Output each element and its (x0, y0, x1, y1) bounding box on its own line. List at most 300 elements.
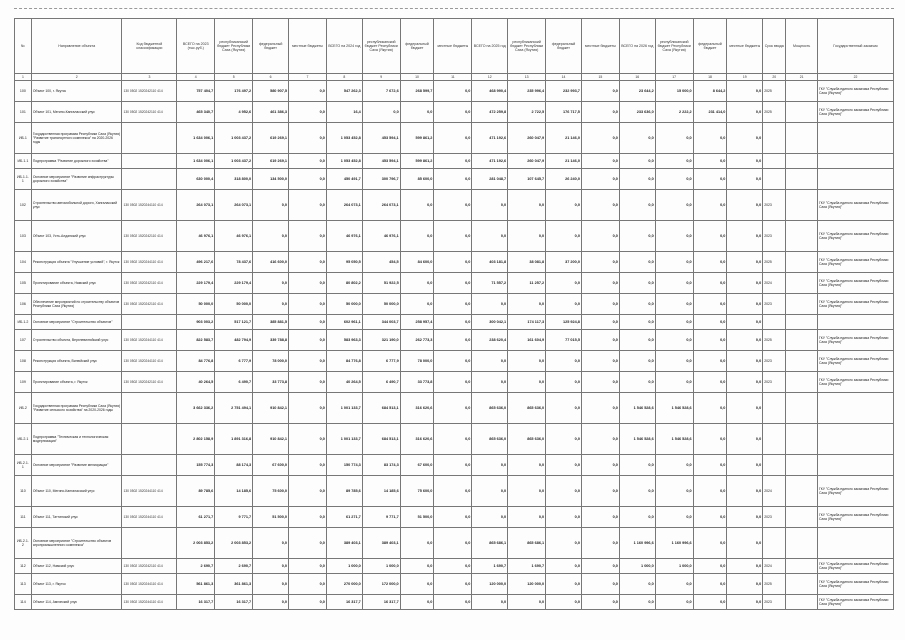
table-cell: 2023 (763, 507, 786, 528)
table-cell: 0,0 (288, 294, 326, 315)
table-cell: 258 957,4 (400, 315, 434, 330)
table-cell: 602 961,1 (326, 315, 362, 330)
table-cell: 2 003 853,2 (215, 528, 253, 559)
table-cell: 0,0 (546, 294, 582, 315)
table-cell: 0,0 (693, 190, 727, 221)
table-cell (786, 574, 818, 595)
table-cell: 0,0 (581, 528, 619, 559)
table-cell: 0,0 (508, 351, 546, 372)
table-cell: 580 907,5 (253, 81, 289, 102)
column-number: 15 (581, 74, 619, 81)
table-cell: 599 861,2 (400, 123, 434, 154)
table-cell: 238 620,4 (472, 330, 508, 351)
table-cell: 0,0 (434, 154, 472, 169)
table-cell: 0,0 (581, 221, 619, 252)
table-cell: 114 (15, 595, 32, 610)
table-cell: 16 317,7 (215, 595, 253, 610)
table-cell (786, 351, 818, 372)
table-cell: 0,0 (434, 455, 472, 476)
table-cell: 2023 (763, 190, 786, 221)
table-cell: 0,0 (581, 372, 619, 393)
table-cell (786, 294, 818, 315)
table-cell (786, 154, 818, 169)
table-cell: 130 0502 1520244110 414 (122, 330, 177, 351)
table-cell: 865 636,0 (508, 393, 546, 424)
table-cell: 161 604,9 (508, 330, 546, 351)
table-cell: 0,0 (693, 455, 727, 476)
table-cell (122, 424, 177, 455)
table-cell: 103 (15, 221, 32, 252)
table-cell: 75 600,0 (400, 476, 434, 507)
column-number: 9 (362, 74, 400, 81)
table-cell: 0,0 (727, 81, 763, 102)
table-cell: 0,0 (546, 574, 582, 595)
table-cell: 2025 (763, 102, 786, 123)
table-cell: 106 (15, 294, 32, 315)
table-cell: 321 190,0 (362, 330, 400, 351)
column-header: федеральный бюджет (253, 19, 289, 74)
table-cell: 6 777,9 (215, 351, 253, 372)
table-row (15, 559, 894, 574)
table-cell: ИБ.1 (15, 123, 32, 154)
table-cell: 0,0 (434, 190, 472, 221)
column-number: 19 (727, 74, 763, 81)
table-cell: 0,0 (253, 528, 289, 559)
table-cell: 1 000,0 (326, 559, 362, 574)
column-header: федеральный бюджет (400, 19, 434, 74)
table-cell: 461 386,3 (253, 102, 289, 123)
table-cell: 684 513,1 (362, 424, 400, 455)
table-cell (122, 154, 177, 169)
table-cell: 0,0 (619, 595, 655, 610)
column-number: 12 (472, 74, 508, 81)
table-row (15, 393, 894, 424)
table-cell: 235 996,4 (508, 81, 546, 102)
table-cell: 0,0 (693, 294, 727, 315)
table-cell (786, 330, 818, 351)
table-cell: Государственная программа Республики Саха (Якутия) "Развитие транспортного комплекса" на 2020-2026 годы (31, 123, 122, 154)
table-cell (122, 315, 177, 330)
table-cell: 83 174,3 (362, 455, 400, 476)
table-cell: 0,0 (434, 372, 472, 393)
column-header: республиканский бюджет Республики Саха (Якутия) (215, 19, 253, 74)
table-cell: 61 271,7 (177, 507, 215, 528)
column-header: федеральный бюджет (693, 19, 727, 74)
table-cell: 0,0 (619, 330, 655, 351)
table-cell: 0,0 (693, 476, 727, 507)
table-cell: 0,0 (727, 351, 763, 372)
table-cell: 130 0502 1520242110 414 (122, 273, 177, 294)
table-cell: 2 751 494,1 (215, 393, 253, 424)
table-cell: 0,0 (288, 351, 326, 372)
table-cell: 100 (15, 81, 32, 102)
table-cell: ГКУ "Служба единого заказчика Республики Саха (Якутия)" (817, 81, 893, 102)
table-cell: 4 952,6 (215, 102, 253, 123)
column-number: 4 (177, 74, 215, 81)
table-cell: 0,0 (655, 154, 693, 169)
table-cell: 0,0 (693, 351, 727, 372)
table-cell: 910 842,1 (253, 424, 289, 455)
column-number: 16 (619, 74, 655, 81)
table-cell: 0,0 (619, 252, 655, 273)
table-cell: 0,0 (581, 455, 619, 476)
table-cell (122, 455, 177, 476)
table-cell: 0,0 (288, 559, 326, 574)
table-cell: 0,0 (619, 294, 655, 315)
table-cell: 0,0 (727, 273, 763, 294)
table-cell: 0,0 (619, 507, 655, 528)
table-cell: 0,0 (288, 455, 326, 476)
table-cell: 111 (15, 507, 32, 528)
table-cell: 50 000,0 (215, 294, 253, 315)
table-cell: 11 257,2 (508, 273, 546, 294)
column-header: местные бюджеты (727, 19, 763, 74)
table-cell: 0,0 (581, 476, 619, 507)
table-cell: 1 003 437,2 (215, 154, 253, 169)
table-cell: 1 053 452,8 (326, 123, 362, 154)
table-cell: 0,0 (434, 123, 472, 154)
table-cell: Проектирование объекта, г. Якутск (31, 372, 122, 393)
table-cell: 229 179,4 (177, 273, 215, 294)
table-cell: 0,0 (400, 294, 434, 315)
table-cell: 0,0 (693, 559, 727, 574)
table-cell: 0,0 (288, 528, 326, 559)
table-cell: 0,0 (508, 372, 546, 393)
table-cell: 268 599,7 (400, 81, 434, 102)
table-row (15, 507, 894, 528)
column-header: Срок ввода (763, 19, 786, 74)
table-cell: 0,0 (727, 595, 763, 610)
table-cell: 0,0 (253, 574, 289, 595)
table-cell: 0,0 (727, 393, 763, 424)
table-cell: 0,0 (546, 424, 582, 455)
table-cell: Государственная программа Республики Саха (Якутия) "Развитие сельского хозяйства" на 2020-2026 годы (31, 393, 122, 424)
table-cell: 260 047,9 (508, 123, 546, 154)
table-cell: 107 645,7 (508, 169, 546, 190)
table-cell (763, 528, 786, 559)
table-cell: Подпрограмма "Техническая и технологическая модернизация" (31, 424, 122, 455)
table-cell: 0,0 (288, 595, 326, 610)
column-header: местные бюджеты (288, 19, 326, 74)
table-cell: Реконструкция объекта "Улучшение условий", г. Якутск (31, 252, 122, 273)
table-cell (786, 476, 818, 507)
table-cell: 0,0 (655, 476, 693, 507)
table-cell: 0,0 (472, 221, 508, 252)
table-row (15, 252, 894, 273)
table-cell: 0,0 (619, 372, 655, 393)
table-cell: 0,0 (619, 455, 655, 476)
table-cell: 0,0 (581, 393, 619, 424)
table-row (15, 169, 894, 190)
table-cell: 0,0 (727, 154, 763, 169)
table-cell: 16 317,7 (177, 595, 215, 610)
table-cell: 0,0 (288, 372, 326, 393)
table-cell: 0,0 (655, 169, 693, 190)
table-cell: 0,0 (434, 351, 472, 372)
table-cell: 0,0 (288, 221, 326, 252)
table-cell: 0,0 (434, 528, 472, 559)
table-cell: 316 620,6 (400, 393, 434, 424)
table-cell: 0,0 (655, 252, 693, 273)
table-cell (786, 190, 818, 221)
table-cell: 2025 (763, 252, 786, 273)
table-cell: 0,0 (508, 221, 546, 252)
table-cell: 0,0 (727, 294, 763, 315)
table-cell: 0,0 (288, 574, 326, 595)
table-cell: 0,0 (434, 102, 472, 123)
table-cell: 0,0 (288, 154, 326, 169)
table-cell: 264 073,1 (215, 190, 253, 221)
table-cell: ГКУ "Служба единого заказчика Республики Саха (Якутия)" (817, 221, 893, 252)
table-cell: 0,0 (619, 476, 655, 507)
table-cell: 0,0 (581, 507, 619, 528)
table-cell: 0,0 (581, 559, 619, 574)
table-cell (786, 169, 818, 190)
table-cell: Объект 103, Усть-Алданский улус (31, 221, 122, 252)
table-cell: 67 600,0 (400, 455, 434, 476)
table-cell: 403 181,8 (472, 252, 508, 273)
table-cell: 0,0 (693, 154, 727, 169)
table-cell (763, 393, 786, 424)
table-cell: 84 776,8 (326, 351, 362, 372)
table-cell: 471 192,6 (472, 154, 508, 169)
table-cell: 468 990,4 (472, 81, 508, 102)
table-cell: 0,0 (508, 595, 546, 610)
table-cell: 0,0 (472, 294, 508, 315)
table-cell: 0,0 (693, 221, 727, 252)
table-cell: 130 0502 1520242110 414 (122, 221, 177, 252)
table-cell: 2025 (763, 574, 786, 595)
table-cell (763, 154, 786, 169)
table-cell: 102 (15, 190, 32, 221)
table-cell: 0,0 (655, 221, 693, 252)
table-cell: Объект 114, Амгинский улус (31, 595, 122, 610)
table-cell: 0,0 (400, 528, 434, 559)
column-number: 6 (253, 74, 289, 81)
budget-table (14, 18, 894, 610)
table-cell: 2 722,5 (508, 102, 546, 123)
table-cell: 176 717,5 (546, 102, 582, 123)
table-cell: 471 192,6 (472, 123, 508, 154)
table-cell: 50 000,0 (177, 294, 215, 315)
table-cell: 0,0 (434, 221, 472, 252)
table-cell: 0,0 (693, 123, 727, 154)
table-cell: 78 000,0 (400, 351, 434, 372)
table-cell: 9 771,7 (215, 507, 253, 528)
table-cell: 150 774,3 (326, 455, 362, 476)
column-header: Направление объекта (31, 19, 122, 74)
table-cell: 0,0 (727, 221, 763, 252)
table-cell: 0,0 (400, 559, 434, 574)
table-cell: 50 000,0 (326, 294, 362, 315)
table-cell: 0,0 (581, 252, 619, 273)
table-cell: 0,0 (288, 102, 326, 123)
table-row (15, 330, 894, 351)
table-cell: 0,0 (655, 123, 693, 154)
table-cell: 0,0 (727, 102, 763, 123)
table-cell: 0,0 (400, 221, 434, 252)
table-cell: 16,4 (326, 102, 362, 123)
table-cell: ГКУ "Служба единого заказчика Республики Саха (Якутия)" (817, 351, 893, 372)
table-cell: 0,0 (472, 351, 508, 372)
page-top-divider (14, 8, 894, 9)
table-cell: 77 015,5 (546, 330, 582, 351)
table-cell: 130 0502 1520244110 414 (122, 252, 177, 273)
table-cell: 0,0 (472, 372, 508, 393)
table-cell: 0,0 (508, 294, 546, 315)
table-cell: 0,0 (546, 595, 582, 610)
table-cell: Реконструкция объекта, Вилюйский улус (31, 351, 122, 372)
table-cell: 0,0 (655, 330, 693, 351)
table-cell (786, 559, 818, 574)
table-cell (817, 528, 893, 559)
table-cell: 0,0 (727, 372, 763, 393)
table-cell: 0,0 (434, 294, 472, 315)
table-cell: ИБ.2.1.2 (15, 528, 32, 559)
table-cell (786, 455, 818, 476)
table-cell: 0,0 (655, 273, 693, 294)
table-cell: ГКУ "Служба единого заказчика Республики Саха (Якутия)" (817, 372, 893, 393)
table-cell: 0,0 (434, 252, 472, 273)
table-cell (786, 315, 818, 330)
table-cell: 174 117,3 (508, 315, 546, 330)
table-cell (786, 424, 818, 455)
table-cell: 130 0502 1520244110 414 (122, 190, 177, 221)
table-row (15, 424, 894, 455)
table-cell: 8 644,2 (693, 81, 727, 102)
table-cell: Основное мероприятие "Строительство объектов" (31, 315, 122, 330)
column-header: № (15, 19, 32, 74)
table-cell: 61 271,7 (326, 507, 362, 528)
table-cell: 84 600,0 (400, 252, 434, 273)
table-cell: 130 0502 1520242110 414 (122, 372, 177, 393)
table-cell: 75 600,0 (253, 476, 289, 507)
table-cell: 16 317,7 (326, 595, 362, 610)
table-cell: 599 861,2 (400, 154, 434, 169)
table-cell: 1 690,7 (508, 559, 546, 574)
table-cell: 112 (15, 559, 32, 574)
table-cell: 130 0502 1520244110 414 (122, 351, 177, 372)
table-cell: 107 (15, 330, 32, 351)
column-number: 18 (693, 74, 727, 81)
table-cell: 865 636,0 (508, 424, 546, 455)
table-cell: 0,0 (693, 169, 727, 190)
table-cell: 619 269,1 (253, 154, 289, 169)
table-cell: 0,0 (727, 455, 763, 476)
table-cell: 0,0 (434, 424, 472, 455)
table-cell: Проектирование объекта, Намский улус (31, 273, 122, 294)
table-cell: 120 000,0 (472, 574, 508, 595)
table-cell (817, 393, 893, 424)
table-cell: 0,0 (288, 190, 326, 221)
table-cell: 130 0502 1520244110 414 (122, 476, 177, 507)
table-cell: 2024 (763, 559, 786, 574)
table-cell: 0,0 (434, 169, 472, 190)
table-cell: 0,0 (693, 330, 727, 351)
table-cell: 130 0502 1520242110 414 (122, 294, 177, 315)
table-row (15, 102, 894, 123)
table-cell: 0,0 (546, 528, 582, 559)
table-cell: 0,0 (619, 190, 655, 221)
table-row (15, 221, 894, 252)
table-cell: Основное мероприятие "Строительство объектов агропромышленного комплекса" (31, 528, 122, 559)
table-cell: 0,0 (581, 315, 619, 330)
table-cell: 0,0 (288, 252, 326, 273)
table-cell: 130 0502 1520244110 414 (122, 574, 177, 595)
table-cell: 88 174,3 (215, 455, 253, 476)
table-cell: 0,0 (619, 315, 655, 330)
table-cell: 300 042,1 (472, 315, 508, 330)
table-cell (786, 102, 818, 123)
table-cell: 0,0 (362, 102, 400, 123)
table-cell: 0,0 (434, 273, 472, 294)
table-cell: 0,0 (727, 424, 763, 455)
table-cell: 1 003 437,2 (215, 123, 253, 154)
table-cell: 0,0 (619, 123, 655, 154)
column-number: 17 (655, 74, 693, 81)
table-cell: 1 546 528,6 (619, 424, 655, 455)
table-row (15, 351, 894, 372)
table-cell: 1 000,0 (619, 559, 655, 574)
table-cell: ГКУ "Служба единого заказчика Республики Саха (Якутия)" (817, 102, 893, 123)
table-cell: 2023 (763, 595, 786, 610)
column-number: 11 (434, 74, 472, 81)
table-cell: 0,0 (693, 595, 727, 610)
table-cell: ГКУ "Служба единого заказчика Республики Саха (Якутия)" (817, 559, 893, 574)
table-cell: 2 802 158,9 (177, 424, 215, 455)
column-header: федеральный бюджет (546, 19, 582, 74)
table-cell: Строительство автомобильной дороги, Хангаласский улус (31, 190, 122, 221)
table-cell: 0,0 (655, 351, 693, 372)
table-cell: 0,0 (727, 190, 763, 221)
table-cell: 0,0 (253, 595, 289, 610)
table-column-number-row (15, 74, 894, 81)
table-cell: 0,0 (581, 123, 619, 154)
table-cell: 472 259,8 (472, 102, 508, 123)
table-cell: 78 000,0 (253, 351, 289, 372)
table-cell: 89 785,6 (326, 476, 362, 507)
table-cell: 130 0502 1520242110 414 (122, 559, 177, 574)
table-row (15, 528, 894, 559)
table-cell (122, 528, 177, 559)
table-cell: 33 773,8 (253, 372, 289, 393)
table-cell: 109 (15, 372, 32, 393)
table-cell: 1 634 006,1 (177, 123, 215, 154)
table-cell: 0,0 (727, 507, 763, 528)
table-cell: 0,0 (546, 372, 582, 393)
table-cell: 26 240,0 (546, 169, 582, 190)
table-cell: 15 000,0 (655, 81, 693, 102)
table-cell: 9 771,7 (362, 507, 400, 528)
table-cell: 40 264,5 (326, 372, 362, 393)
table-cell: 101 (15, 102, 32, 123)
table-cell: 0,0 (581, 273, 619, 294)
table-cell: 2025 (763, 330, 786, 351)
table-cell: 0,0 (655, 574, 693, 595)
column-number: 5 (215, 74, 253, 81)
table-cell (122, 169, 177, 190)
table-cell: 0,0 (727, 476, 763, 507)
table-cell: 0,0 (546, 507, 582, 528)
table-cell (786, 595, 818, 610)
table-cell: 496 217,6 (177, 252, 215, 273)
table-cell: 1 160 996,6 (655, 528, 693, 559)
table-cell: 0,0 (581, 424, 619, 455)
table-cell: 583 963,3 (326, 330, 362, 351)
table-cell (817, 154, 893, 169)
table-cell: 0,0 (619, 273, 655, 294)
table-cell: 2023 (763, 221, 786, 252)
